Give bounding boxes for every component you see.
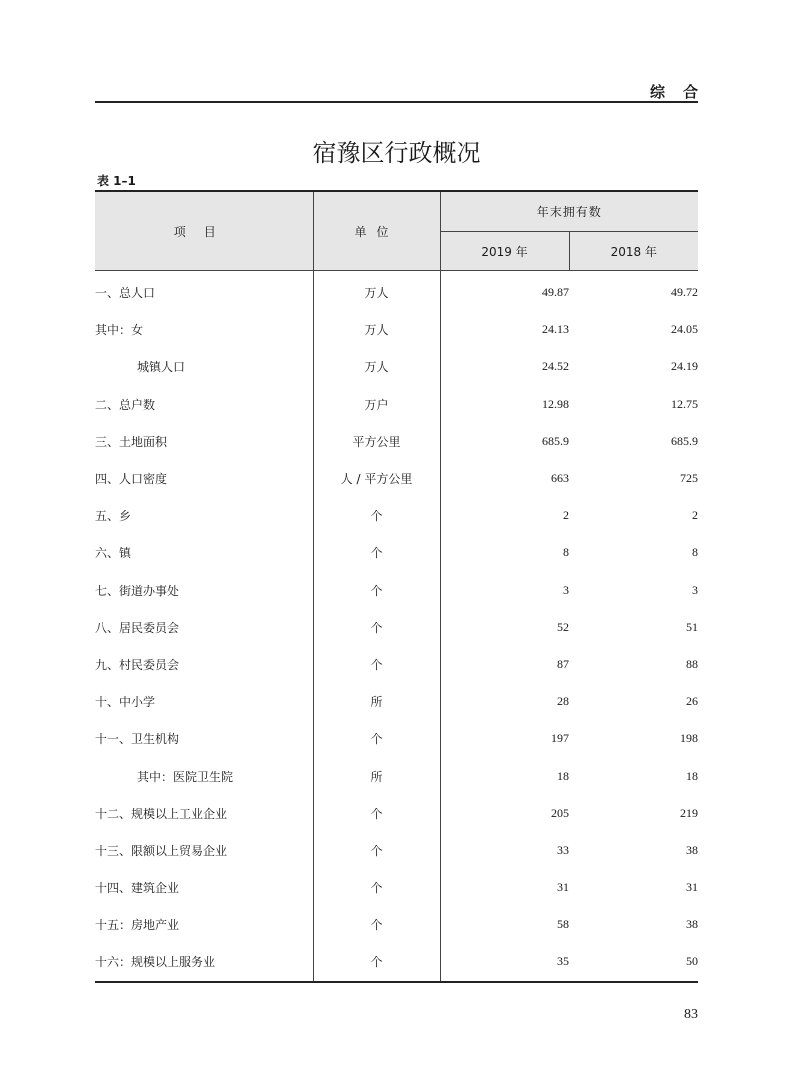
item-cell: 一、总人口 xyxy=(95,271,313,312)
value-2018-cell: 18 xyxy=(686,768,699,783)
unit-cell: 所 xyxy=(313,683,440,720)
value-2018-cell: 24.05 xyxy=(671,322,699,337)
column-header-year-end-count: 年末拥有数 xyxy=(440,191,698,232)
value-2018-cell: 38 xyxy=(686,842,699,857)
value-2019-cell: 12.98 xyxy=(542,396,569,411)
table-row xyxy=(95,348,698,385)
column-header-item: 项目 xyxy=(95,191,313,271)
value-2018-cell: 51 xyxy=(686,619,699,634)
value-2018-cell: 26 xyxy=(686,694,699,709)
item-cell: 六、镇 xyxy=(95,534,313,571)
value-2019-cell: 197 xyxy=(551,731,569,746)
value-2018-cell: 685.9 xyxy=(671,433,699,448)
item-cell: 八、居民委员会 xyxy=(95,609,313,646)
table-row xyxy=(95,497,698,534)
value-2019-cell: 205 xyxy=(551,805,569,820)
value-2019-cell: 685.9 xyxy=(542,433,569,448)
value-2018-cell: 49.72 xyxy=(671,285,699,300)
item-cell: 二、总户数 xyxy=(95,386,313,423)
item-cell: 其中：医院卫生院 xyxy=(95,757,313,794)
item-cell: 城镇人口 xyxy=(95,348,313,385)
value-2018-cell: 50 xyxy=(569,943,698,981)
value-2019-cell: 2 xyxy=(563,508,569,523)
table-row xyxy=(95,271,698,312)
item-cell: 四、人口密度 xyxy=(95,460,313,497)
section-header xyxy=(95,79,716,103)
table-row xyxy=(95,832,698,869)
value-2018-cell: 31 xyxy=(686,880,699,895)
table-row xyxy=(95,460,698,497)
table-row xyxy=(95,572,698,609)
column-header-unit: 单位 xyxy=(313,191,440,271)
unit-cell: 万人 xyxy=(313,271,440,312)
unit-cell: 个 xyxy=(313,646,440,683)
table-row xyxy=(95,423,698,460)
value-2019-cell: 663 xyxy=(551,471,569,486)
value-2018-cell: 24.19 xyxy=(671,359,699,374)
value-2018-cell: 38 xyxy=(686,917,699,932)
unit-cell: 万户 xyxy=(313,386,440,423)
table-row xyxy=(95,757,698,794)
value-2018-cell: 8 xyxy=(692,545,699,560)
value-2019-cell: 28 xyxy=(557,694,569,709)
value-2018-cell: 725 xyxy=(680,471,699,486)
table-row xyxy=(95,534,698,571)
unit-cell: 个 xyxy=(313,943,440,981)
item-cell: 九、村民委员会 xyxy=(95,646,313,683)
data-table xyxy=(95,190,698,983)
item-cell: 五、乡 xyxy=(95,497,313,534)
section-label: 综合 xyxy=(649,83,716,101)
item-cell: 十五：房地产业 xyxy=(95,906,313,943)
unit-cell: 所 xyxy=(313,757,440,794)
unit-cell: 个 xyxy=(313,534,440,571)
item-cell: 十六：规模以上服务业 xyxy=(95,943,313,981)
table-number: 表 1–1 xyxy=(97,174,136,188)
unit-cell: 万人 xyxy=(313,311,440,348)
column-header-2018: 2018 年 xyxy=(569,232,698,271)
value-2018-cell: 219 xyxy=(680,805,699,820)
unit-cell: 个 xyxy=(313,609,440,646)
value-2019-cell: 33 xyxy=(557,842,569,857)
value-2019-cell: 87 xyxy=(557,656,569,671)
unit-cell: 平方公里 xyxy=(313,423,440,460)
value-2019-cell: 58 xyxy=(557,917,569,932)
item-cell: 十二、规模以上工业企业 xyxy=(95,795,313,832)
table-row xyxy=(95,311,698,348)
value-2019-cell: 35 xyxy=(440,943,569,981)
table-row xyxy=(95,795,698,832)
table-row xyxy=(95,386,698,423)
value-2018-cell: 198 xyxy=(680,731,699,746)
value-2018-cell: 12.75 xyxy=(671,396,699,411)
item-cell: 其中：女 xyxy=(95,311,313,348)
table-row xyxy=(95,609,698,646)
unit-cell: 个 xyxy=(313,906,440,943)
unit-cell: 个 xyxy=(313,497,440,534)
value-2018-cell: 2 xyxy=(692,508,699,523)
value-2019-cell: 3 xyxy=(563,582,569,597)
value-2019-cell: 24.13 xyxy=(542,322,569,337)
column-header-2019: 2019 年 xyxy=(440,232,569,271)
table-row xyxy=(95,646,698,683)
unit-cell: 个 xyxy=(313,869,440,906)
value-2018-cell: 3 xyxy=(692,582,699,597)
item-cell: 三、土地面积 xyxy=(95,423,313,460)
unit-cell: 万人 xyxy=(313,348,440,385)
table-row xyxy=(95,943,698,981)
item-cell: 十三、限额以上贸易企业 xyxy=(95,832,313,869)
page-number: 83 xyxy=(684,1007,698,1022)
unit-cell: 个 xyxy=(313,795,440,832)
unit-cell: 人 / 平方公里 xyxy=(313,460,440,497)
value-2018-cell: 88 xyxy=(686,656,699,671)
value-2019-cell: 8 xyxy=(563,545,569,560)
unit-cell: 个 xyxy=(313,720,440,757)
item-cell: 十一、卫生机构 xyxy=(95,720,313,757)
table-row xyxy=(95,906,698,943)
table-body xyxy=(95,271,698,982)
value-2019-cell: 18 xyxy=(557,768,569,783)
page-title: 宿豫区行政概况 xyxy=(312,139,481,167)
table-row xyxy=(95,720,698,757)
table-row xyxy=(95,683,698,720)
unit-cell: 个 xyxy=(313,832,440,869)
item-cell: 七、街道办事处 xyxy=(95,572,313,609)
unit-cell: 个 xyxy=(313,572,440,609)
table-row xyxy=(95,869,698,906)
item-cell: 十、中小学 xyxy=(95,683,313,720)
value-2019-cell: 49.87 xyxy=(542,285,569,300)
item-cell: 十四、建筑企业 xyxy=(95,869,313,906)
value-2019-cell: 52 xyxy=(557,619,569,634)
value-2019-cell: 24.52 xyxy=(542,359,569,374)
value-2019-cell: 31 xyxy=(557,880,569,895)
